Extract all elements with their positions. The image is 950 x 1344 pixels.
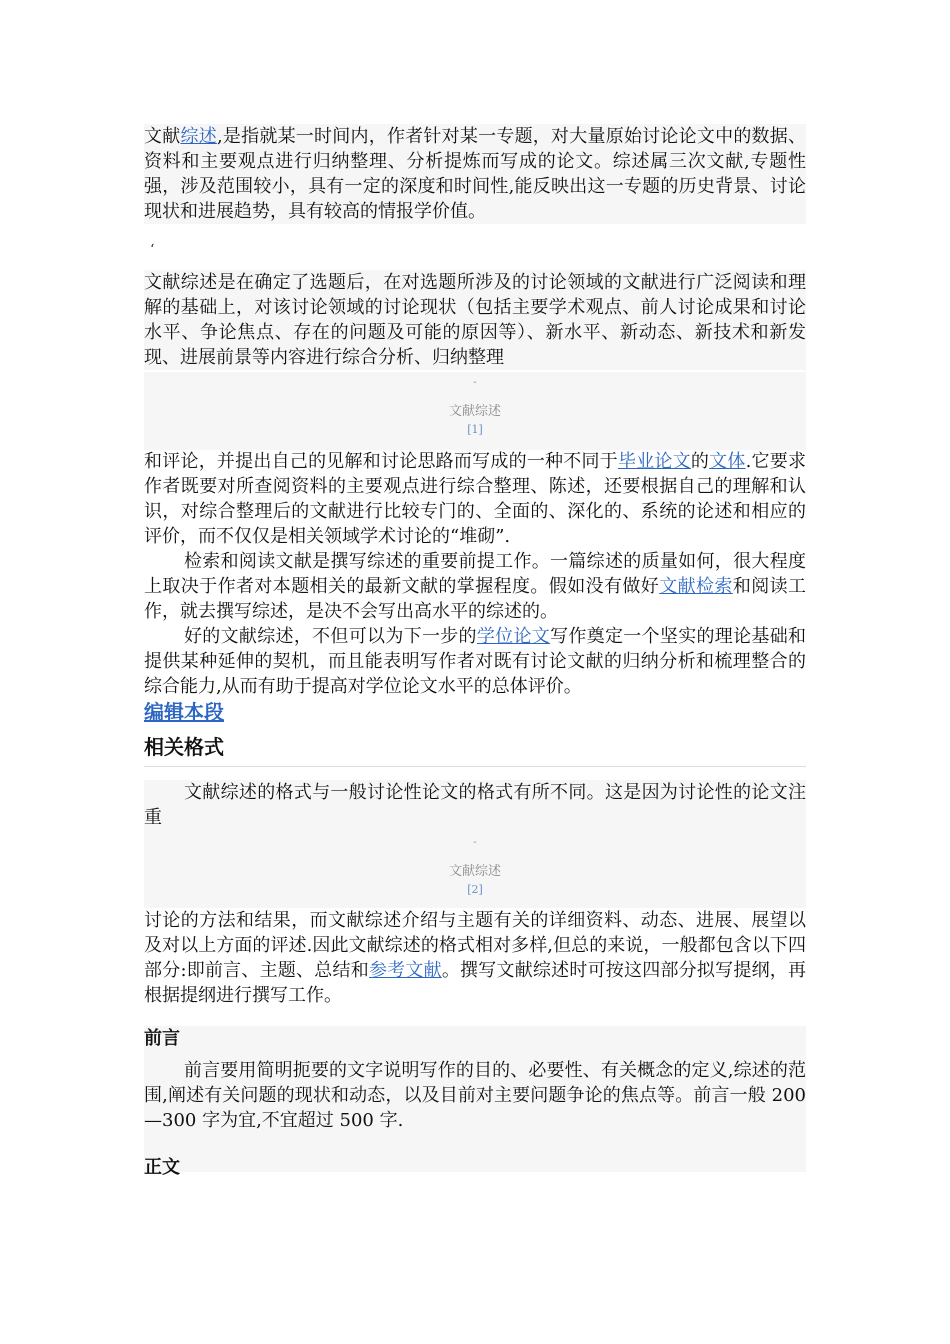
link-wenti[interactable]: 文体 bbox=[709, 451, 746, 472]
format-continued-block bbox=[144, 908, 806, 1008]
edit-section-link-block bbox=[144, 698, 806, 726]
link-cankao-wenxian[interactable]: 参考文献 bbox=[368, 960, 442, 981]
definition-paragraph-block bbox=[144, 270, 806, 370]
section-title: 相关格式 bbox=[144, 735, 224, 759]
intro-paragraph bbox=[144, 124, 806, 224]
caption-dash: - bbox=[473, 377, 477, 388]
text-run: 文献 bbox=[144, 126, 181, 147]
value-paragraph bbox=[144, 624, 806, 699]
body-block-1 bbox=[144, 449, 806, 699]
caption-title: 文献综述 bbox=[448, 864, 501, 879]
text-run: 检索和阅读文献是撰写综述的重要前提工作。一篇综述的质量如何，很大程度上取决于作者对本题相关的最新文献的掌握程度。假如没有做好 bbox=[144, 551, 806, 597]
stray-mark: ‘ bbox=[150, 242, 155, 258]
figure-caption-1 bbox=[144, 372, 806, 450]
section-title-block bbox=[144, 733, 806, 761]
intro-paragraph-block bbox=[144, 124, 806, 224]
text-run: 的 bbox=[690, 451, 710, 472]
subheading-body: 正文 bbox=[144, 1157, 180, 1178]
definition-paragraph: 文献综述是在确定了选题后，在对选题所涉及的讨论领域的文献进行广泛阅读和理解的基础上，对该讨论领域的讨论现状（包括主要学术观点、前人讨论成果和讨论水平、争论焦点、存在的问题及可能的原因等）、新水平、新动态、新技术和新发现、进展前景等内容进行综合分析、归纳整理 bbox=[144, 272, 806, 368]
caption-title: 文献综述 bbox=[448, 404, 501, 419]
text-run: 和阅读工作，就去撰写综述，是决不会写出高水平的综述的。 bbox=[144, 576, 807, 622]
preface-paragraph: 前言要用简明扼要的文字说明写作的目的、必要性、有关概念的定义,综述的范围,阐述有关问题的现状和动态，以及目前对主要问题争论的焦点等。前言一般 200—300 字为宜,不宜超过 500 字. bbox=[144, 1060, 806, 1131]
text-run: 讨论的方法和结果，而文献综述介绍与主题有关的详细资料、动态、进展、展望以及对以上方面的评述.因此文献综述的格式相对多样,但总的来说，一般都包含以下四部分:即前言、主题、总结和 bbox=[144, 910, 806, 981]
link-xuewei-lunwen[interactable]: 学位论文 bbox=[476, 626, 551, 647]
link-wenxian-jiansuo[interactable]: 文献检索 bbox=[659, 576, 733, 597]
retrieval-paragraph bbox=[144, 549, 806, 624]
text-run: 写作奠定一个坚实的理论基础和提供某种延伸的契机，而且能表明写作者对既有讨论文献的归纳分析和梳理整合的综合能力,从而有助于提高对学位论文水平的总体评价。 bbox=[144, 626, 807, 697]
edit-section-link[interactable]: 编辑本段 bbox=[144, 700, 224, 724]
text-run: 和评论，并提出自己的见解和讨论思路而写成的一种不同于 bbox=[144, 451, 618, 472]
format-continued-paragraph bbox=[144, 908, 806, 1008]
link-biye-lunwen[interactable]: 毕业论文 bbox=[617, 451, 691, 472]
comment-paragraph bbox=[144, 449, 806, 549]
caption-ref[interactable]: [2] bbox=[467, 883, 483, 896]
subheading-preface: 前言 bbox=[144, 1028, 180, 1049]
figure-caption-2 bbox=[144, 832, 806, 908]
caption-dash: - bbox=[473, 837, 477, 848]
section-divider bbox=[144, 766, 806, 767]
text-run: .它要求作者既要对所查阅资料的主要观点进行综合整理、陈述，还要根据自己的理解和认识，对综合整理后的文献进行比较专门的、全面的、深化的、系统的论述和相应的评价，而不仅仅是相关领域学术讨论的“堆砌”. bbox=[144, 451, 807, 547]
format-paragraph-block bbox=[144, 780, 806, 832]
link-zongshu[interactable]: 综述 bbox=[180, 126, 217, 147]
text-run: 。撰写文献综述时可按这四部分拟写提纲，再根据提纲进行撰写工作。 bbox=[144, 960, 807, 1006]
preface-section-block bbox=[144, 1026, 806, 1178]
format-paragraph: 文献综述的格式与一般讨论性论文的格式有所不同。这是因为讨论性的论文注重 bbox=[144, 782, 806, 828]
text-run: ,是指就某一时间内，作者针对某一专题，对大量原始讨论论文中的数据、资料和主要观点进行归纳整理、分析提炼而写成的论文。综述属三次文献,专题性强，涉及范围较小，具有一定的深度和时间性,能反映出这一专题的历史背景、讨论现状和进展趋势，具有较高的情报学价值。 bbox=[144, 126, 807, 222]
text-run: 好的文献综述，不但可以为下一步的 bbox=[184, 626, 477, 647]
caption-ref[interactable]: [1] bbox=[467, 423, 483, 436]
